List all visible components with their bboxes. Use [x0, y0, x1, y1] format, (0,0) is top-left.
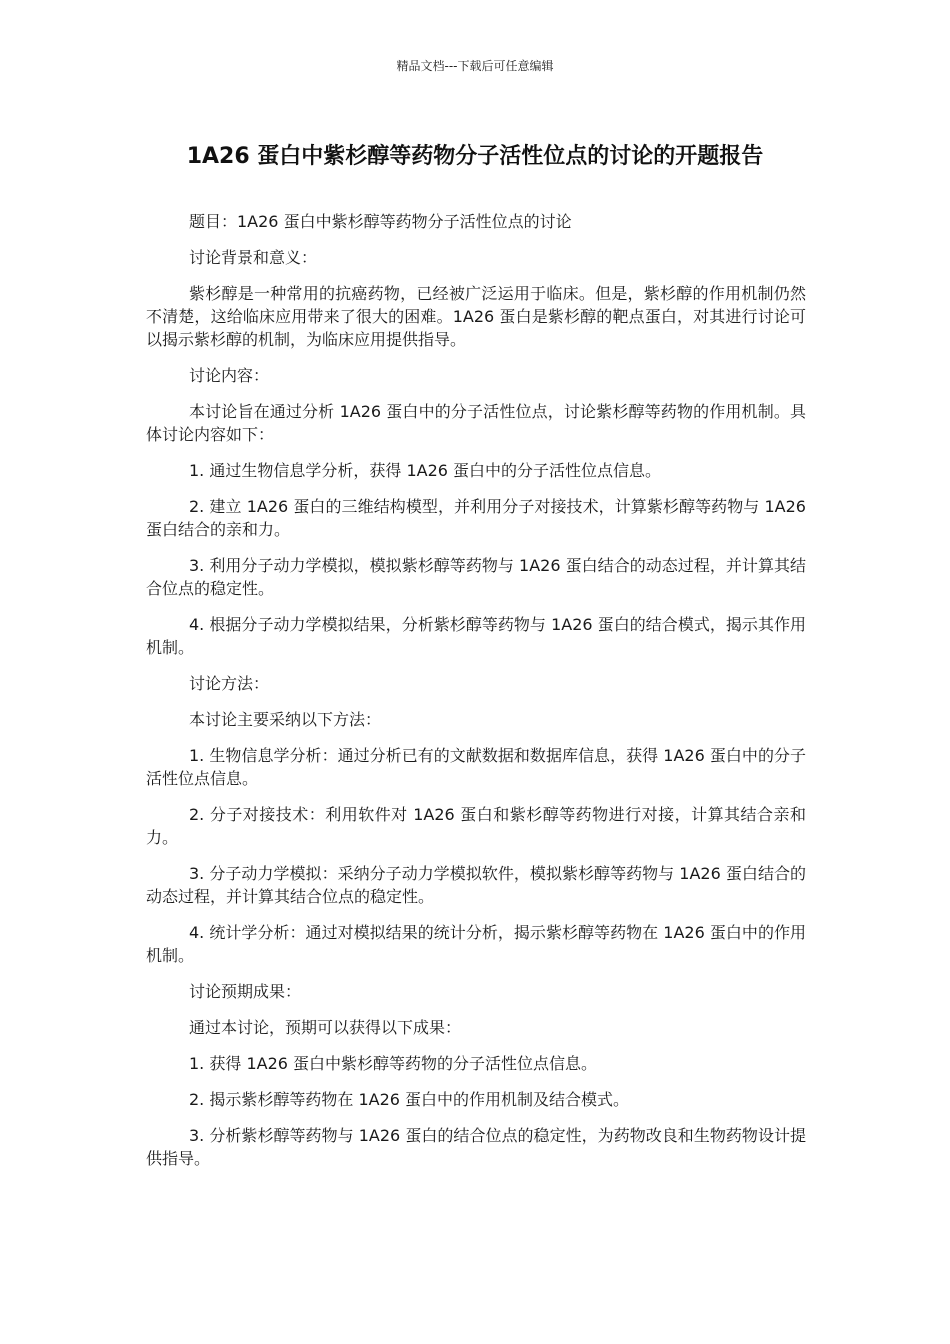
outcome-item-2: 2. 揭示紫杉醇等药物在 1A26 蛋白中的作用机制及结合模式。 — [189, 1090, 630, 1109]
outcome-item-1: 1. 获得 1A26 蛋白中紫杉醇等药物的分子活性位点信息。 — [189, 1054, 598, 1073]
section-heading-background: 讨论背景和意义： — [189, 248, 318, 267]
content-item-2: 2. 建立 1A26 蛋白的三维结构模型，并利用分子对接技术，计算紫杉醇等药物与 1A26 蛋白结合的亲和力。 — [146, 497, 806, 539]
document-title: 1A26 蛋白中紫杉醇等药物分子活性位点的讨论的开题报告 — [186, 144, 764, 169]
content-item-3: 3. 利用分子动力学模拟，模拟紫杉醇等药物与 1A26 蛋白结合的动态过程，并计算其结合位点的稳定性。 — [146, 556, 806, 598]
method-item-1: 1. 生物信息学分析：通过分析已有的文献数据和数据库信息，获得 1A26 蛋白中的分子活性位点信息。 — [146, 746, 806, 788]
method-item-2: 2. 分子对接技术：利用软件对 1A26 蛋白和紫杉醇等药物进行对接，计算其结合亲和力。 — [146, 805, 806, 847]
content-intro-paragraph: 本讨论旨在通过分析 1A26 蛋白中的分子活性位点，讨论紫杉醇等药物的作用机制。具体讨论内容如下： — [146, 402, 806, 444]
background-paragraph: 紫杉醇是一种常用的抗癌药物，已经被广泛运用于临床。但是，紫杉醇的作用机制仍然不清楚，这给临床应用带来了很大的困难。1A26 蛋白是紫杉醇的靶点蛋白，对其进行讨论可以揭示紫杉醇的机制，为临床应用提供指导。 — [146, 284, 806, 349]
content-item-4: 4. 根据分子动力学模拟结果，分析紫杉醇等药物与 1A26 蛋白的结合模式，揭示其作用机制。 — [146, 615, 806, 657]
header-note: 精品文档---下载后可任意编辑 — [396, 59, 554, 73]
methods-intro-paragraph: 本讨论主要采纳以下方法： — [189, 710, 382, 729]
section-heading-methods: 讨论方法： — [189, 674, 270, 693]
content-item-1: 1. 通过生物信息学分析，获得 1A26 蛋白中的分子活性位点信息。 — [189, 461, 662, 480]
section-heading-outcomes: 讨论预期成果： — [189, 982, 302, 1001]
section-heading-content: 讨论内容： — [189, 366, 270, 385]
topic-line: 题目：1A26 蛋白中紫杉醇等药物分子活性位点的讨论 — [189, 212, 572, 231]
method-item-3: 3. 分子动力学模拟：采纳分子动力学模拟软件，模拟紫杉醇等药物与 1A26 蛋白结合的动态过程，并计算其结合位点的稳定性。 — [146, 864, 806, 906]
document-body — [146, 210, 806, 1183]
outcomes-intro-paragraph: 通过本讨论，预期可以获得以下成果： — [189, 1018, 462, 1037]
method-item-4: 4. 统计学分析：通过对模拟结果的统计分析，揭示紫杉醇等药物在 1A26 蛋白中的作用机制。 — [146, 923, 806, 965]
outcome-item-3: 3. 分析紫杉醇等药物与 1A26 蛋白的结合位点的稳定性，为药物改良和生物药物设计提供指导。 — [146, 1126, 806, 1168]
